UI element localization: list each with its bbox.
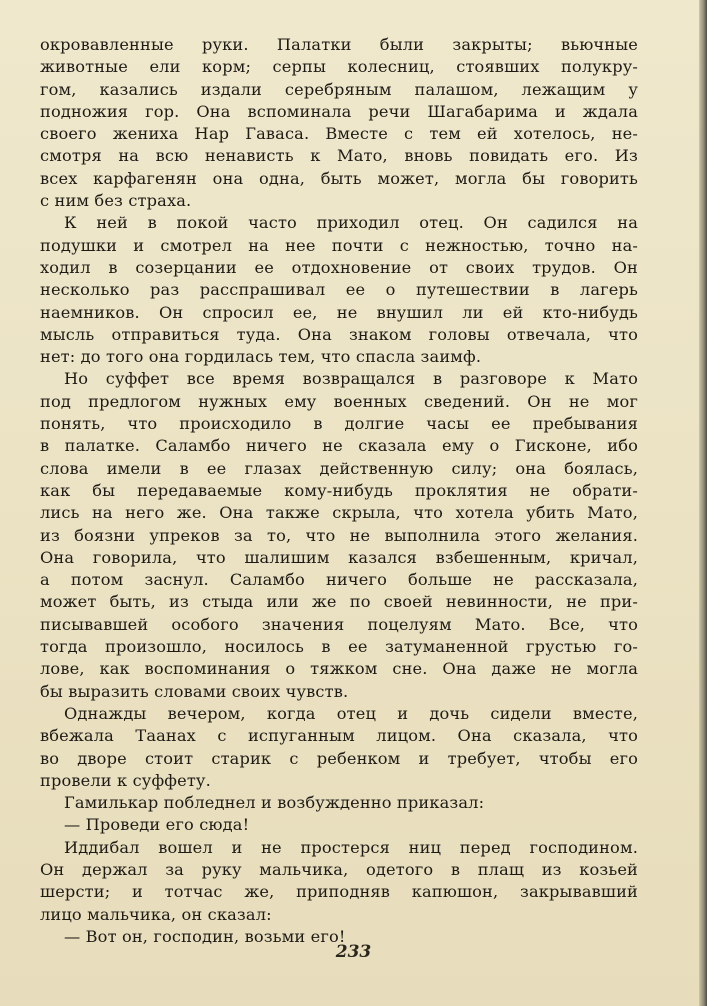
text-line: Она говорила, что шалишим казался взбешенным, кричал, (40, 547, 638, 567)
text-line: писывавшей особого значения поцелуям Мато. Все, что (40, 614, 638, 634)
text-line: а потом заснул. Саламбо ничего больше не рассказала, (40, 570, 638, 590)
text-line: — Вот он, господин, возьми его! (64, 926, 346, 946)
text-line: животные ели корм; серпы колесниц, стоявших полукру- (40, 57, 638, 77)
page-edge-shadow (699, 0, 707, 1006)
text-line: с ним без страха. (40, 191, 192, 211)
text-line: вбежала Таанах с испуганным лицом. Она сказала, что (40, 726, 638, 746)
paragraph (40, 703, 638, 792)
paragraph (40, 837, 638, 926)
paragraph (40, 212, 638, 368)
text-line: шерсти; и тотчас же, приподняв капюшон, закрывавший (40, 882, 638, 902)
text-line: ходил в созерцании ее отдохновение от своих трудов. Он (40, 257, 638, 277)
text-line: во дворе стоит старик с ребенком и требует, чтобы его (40, 748, 638, 768)
text-line: под предлогом нужных ему военных сведений. Он не мог (40, 391, 638, 411)
text-line: мысль отправиться туда. Она знаком головы отвечала, что (40, 324, 638, 344)
text-line: своего жениха Нар Гаваса. Вместе с тем ей хотелось, не- (40, 124, 638, 144)
text-line: гом, казались издали серебряным палашом, лежащим у (40, 79, 638, 99)
text-line: может быть, из стыда или же по своей невинности, не при- (40, 592, 638, 612)
text-line: К ней в покой часто приходил отец. Он садился на (64, 213, 638, 233)
paragraph (40, 792, 638, 814)
text-line: в палатке. Саламбо ничего не сказала ему о Гисконе, ибо (40, 436, 638, 456)
paragraph (40, 34, 638, 212)
text-line: из боязни упреков за то, что не выполнила этого желания. (40, 525, 638, 545)
text-line: как бы передаваемые кому-нибудь проклятия не обрати- (40, 480, 638, 500)
text-line: подножия гор. Она вспоминала речи Шагабарима и ждала (40, 101, 638, 121)
page-number: 233 (335, 942, 372, 962)
text-line: Но суффет все время возвращался в разговоре к Мато (64, 369, 638, 389)
text-line: Он держал за руку мальчика, одетого в плащ из козьей (40, 859, 638, 879)
text-line: Гамилькар побледнел и возбужденно приказал: (64, 793, 485, 813)
text-line: окровавленные руки. Палатки были закрыты; вьючные (40, 35, 638, 54)
text-line: подушки и смотрел на нее почти с нежностью, точно на- (40, 235, 638, 255)
text-line: бы выразить словами своих чувств. (40, 681, 349, 701)
text-line: нет: до того она гордилась тем, что спасла заимф. (40, 347, 482, 367)
text-line: слова имели в ее глазах действенную силу; она боялась, (40, 458, 638, 478)
text-line: всех карфагенян она одна, быть может, могла бы говорить (40, 168, 638, 188)
text-line: тогда произошло, носилось в ее затуманенной грустью го- (40, 637, 638, 657)
text-line: провели к суффету. (40, 770, 211, 790)
paragraph (40, 814, 638, 836)
text-line: наемников. Он спросил ее, не внушил ли ей кто-нибудь (40, 302, 638, 322)
body-text (40, 34, 638, 948)
text-line: лове, как воспоминания о тяжком сне. Она даже не могла (40, 659, 638, 679)
text-line: лись на него же. Она также скрыла, что хотела убить Мато, (40, 503, 638, 523)
text-line: лицо мальчика, он сказал: (40, 904, 272, 924)
text-line: понять, что происходило в долгие часы ее пребывания (40, 414, 638, 434)
text-line: смотря на всю ненависть к Мато, вновь повидать его. Из (40, 146, 638, 166)
text-line: — Проведи его сюда! (64, 815, 250, 835)
text-line: Однажды вечером, когда отец и дочь сидели вместе, (64, 703, 638, 723)
text-line: Иддибал вошел и не простерся ниц перед господином. (64, 837, 638, 857)
text-line: несколько раз расспрашивал ее о путешествии в лагерь (40, 280, 638, 300)
paragraph (40, 368, 638, 702)
